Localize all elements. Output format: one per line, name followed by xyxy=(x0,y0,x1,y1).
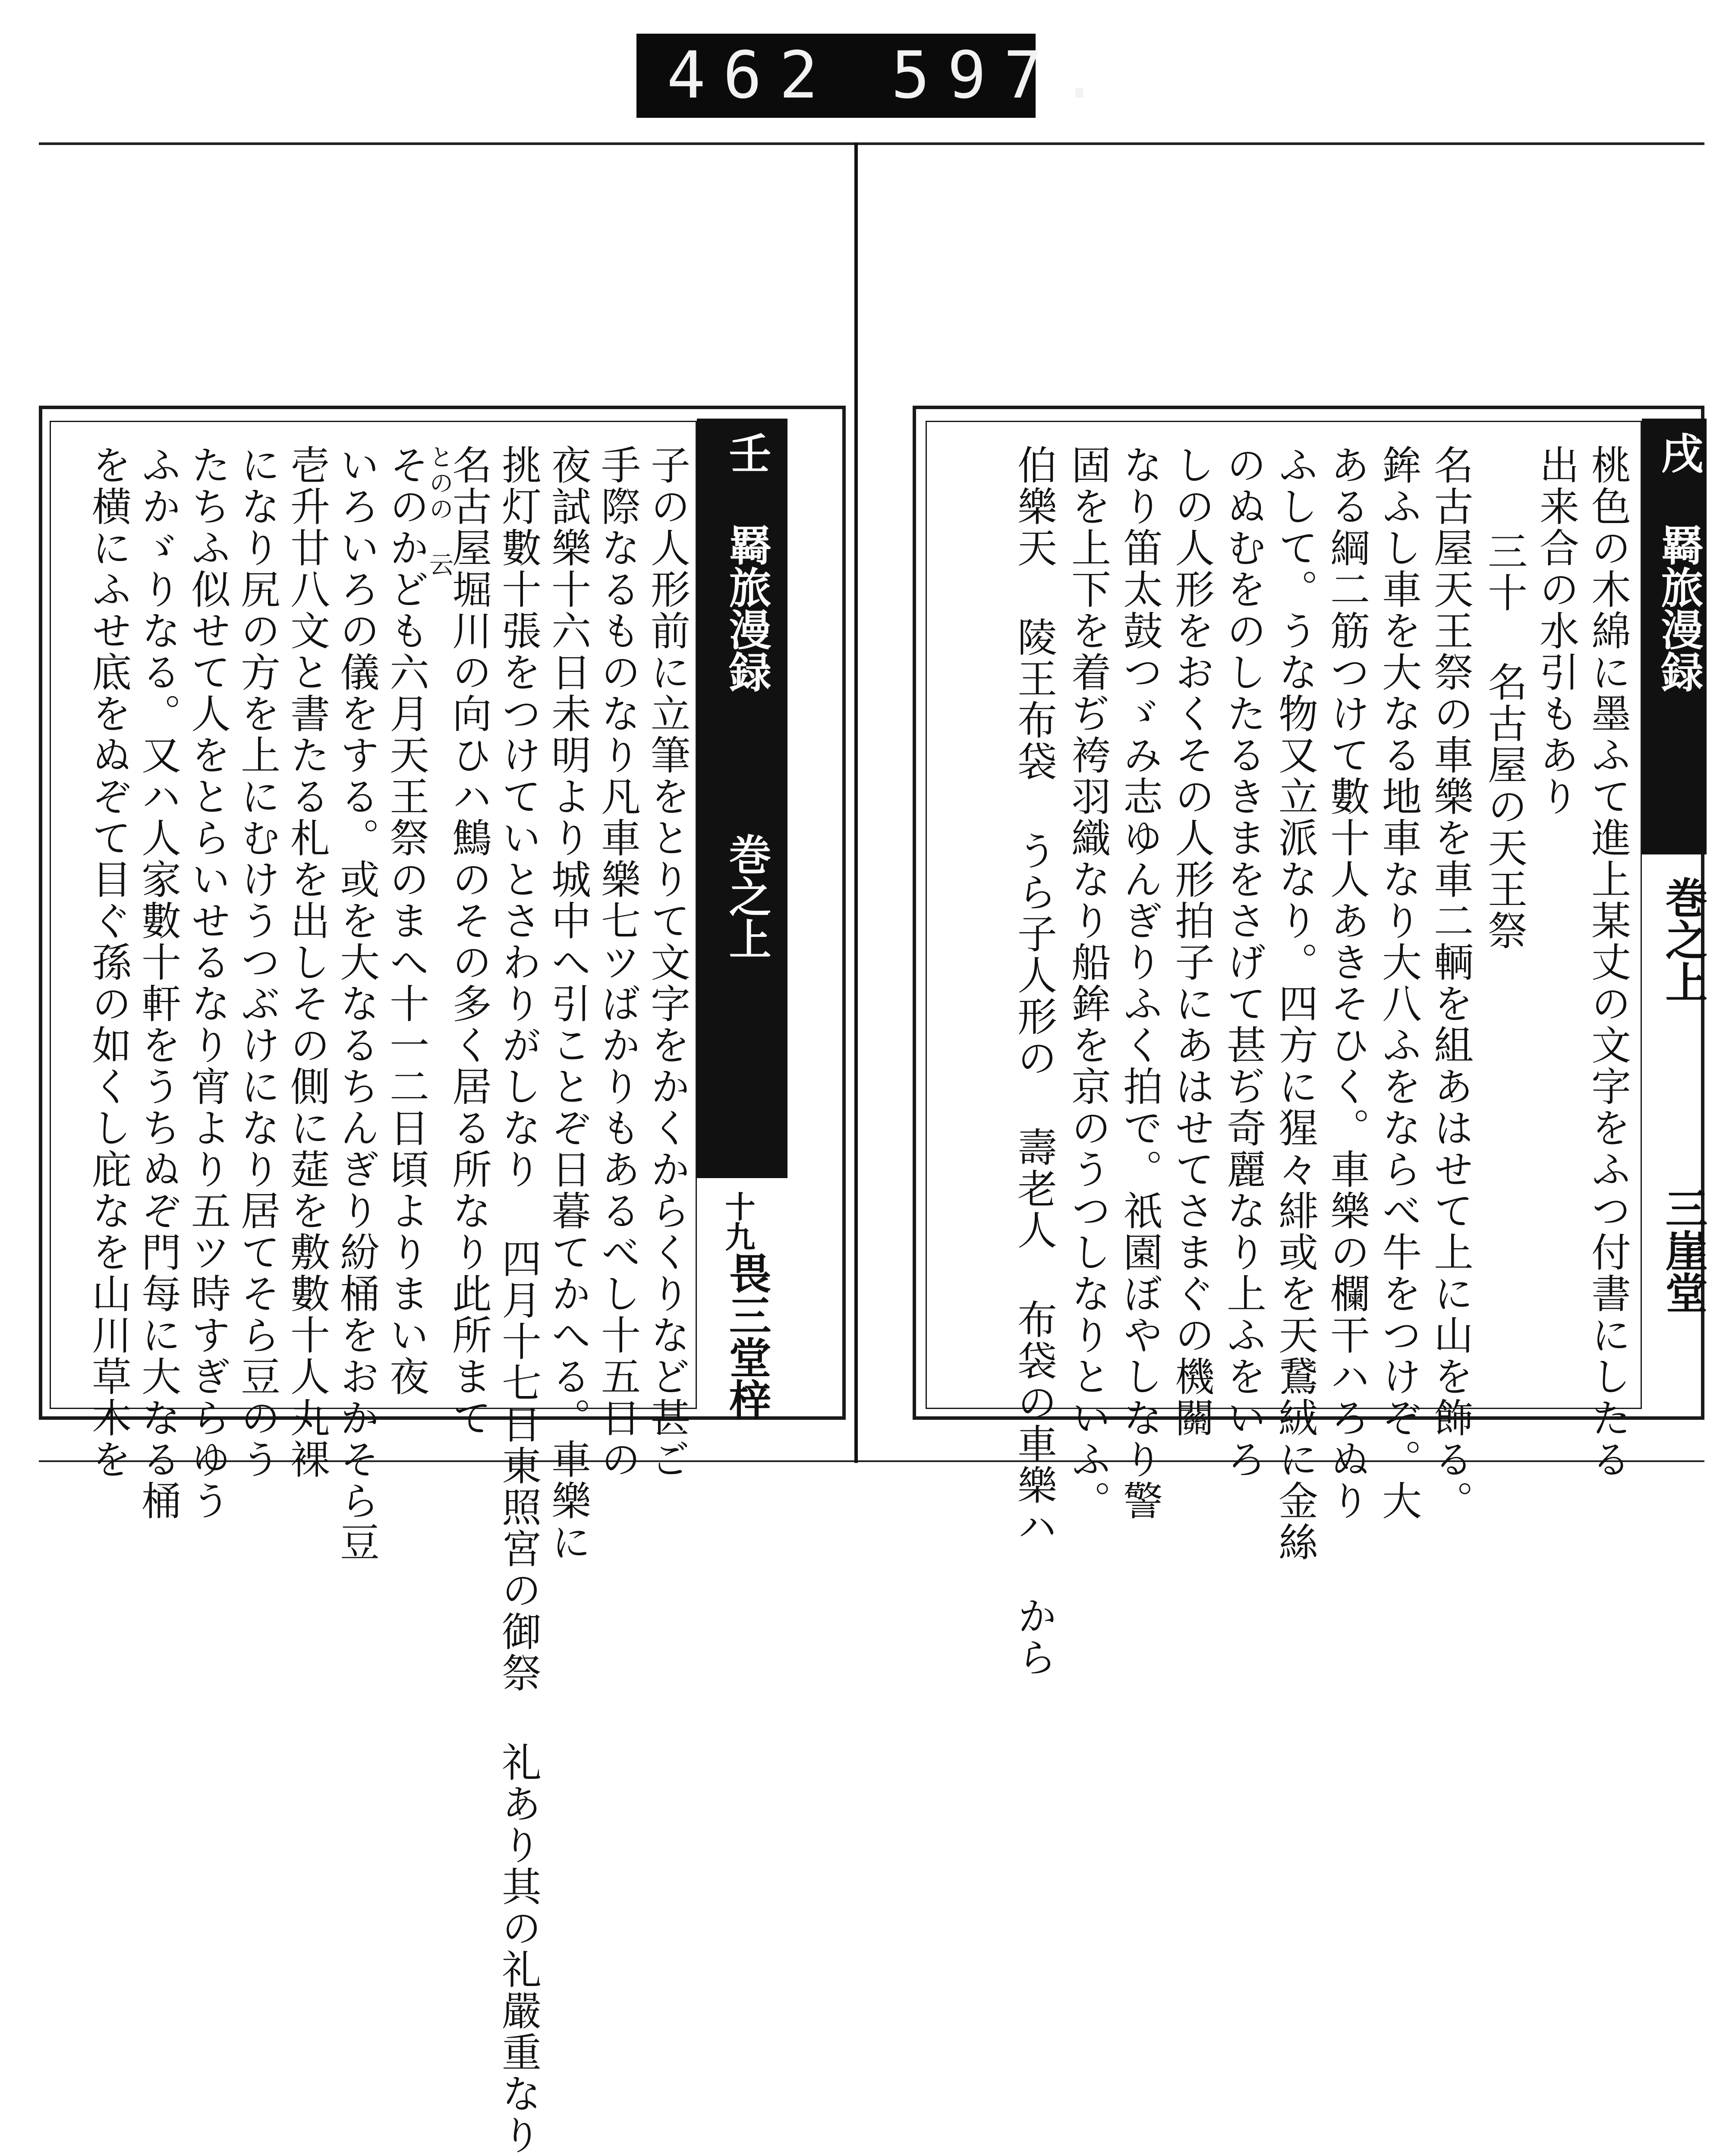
right-text-line: ふして。うな物又立派なり。四方に猩々緋或を天鵞絨に金絲 xyxy=(1272,444,1318,1563)
right-text-line: 桃色の木綿に墨ふて進上某丈の文字をふつ付書にしたる xyxy=(1585,444,1631,1480)
left-text-line: ふかゞりなる。又ハ人家數十軒をうちぬぞ門每に大なる桶 xyxy=(135,444,181,1522)
right-text-line: 固を上下を着ぢ袴羽織なり船鉾を京のうつしなりといふ。 xyxy=(1065,444,1111,1522)
right-text-line: しの人形をおくその人形拍子にあはせてさまぐの機關 xyxy=(1169,444,1215,1439)
left-text-line: 壱升廿八文と書たる札を出しその側に莚を敷數十人丸裸 xyxy=(284,444,330,1480)
right-text-line: なり笛太鼓つゞみ志ゆんぎりふく拍で。祇園ぼやしなり警 xyxy=(1117,444,1163,1522)
left-text-line: たちふ似せて人をとらいせるなり宵より五ツ時すぎらゆう xyxy=(185,444,231,1522)
left-text-line: 名古屋堀川の向ひハ鷦のその多く居る所なり此所まて xyxy=(446,444,492,1439)
reference-label xyxy=(636,34,1116,118)
right-section-heading: 三十 名古屋の天王祭 xyxy=(1481,531,1528,952)
page-spine xyxy=(854,142,858,1463)
label-left-number: 462 xyxy=(667,38,835,113)
right-text-line: 鉾ふし車を大なる地車なり大八ふをならべ牛をつけぞ。大 xyxy=(1376,444,1422,1522)
left-text-line: を横にふせ底をぬぞて目ぐ孫の如くし庇なを山川草木を xyxy=(85,444,132,1480)
left-text-line: とのの 云 xyxy=(425,444,454,578)
right-text-line: 伯樂天 陵王布袋 うら子人形の 壽老人 布袋の車樂ハ から xyxy=(1011,444,1057,1678)
right-text-line: 出来合の水引もあり xyxy=(1533,444,1579,817)
open-book xyxy=(39,142,1708,2156)
label-right-number: 597. xyxy=(891,38,1116,113)
right-text-line: のぬむをのしたるきまをさげて甚ぢ奇麗なり上ふをいろ xyxy=(1220,444,1266,1480)
left-margin-volume: 巻之上 xyxy=(722,833,772,960)
left-text-line: 手際なるものなり凡車樂七ツばかりもあるべし十五日の xyxy=(595,444,641,1480)
left-text-line: 夜試樂十六日未明より城中へ引ことぞ日暮てかへる。車樂に xyxy=(545,444,591,1563)
left-margin-publisher: 畏三堂梓 xyxy=(722,1251,772,1421)
right-margin-volume: 巻之上 xyxy=(1658,876,1708,1003)
left-text-line: いろいろの儀をする。或を大なるちんぎり紛桶をおかそら豆 xyxy=(334,444,380,1563)
right-text-line: ある綱二筋つけて數十人あきそひく。車樂の欄干ハろぬり xyxy=(1324,444,1370,1522)
left-margin-page: 十九 xyxy=(720,1191,756,1251)
left-text-line: 子の人形前に立筆をとりて文字をかくからくりなど甚ご xyxy=(644,444,690,1480)
left-text-line: そのかども六月天王祭のまへ十一二日頃よりまい夜 xyxy=(383,444,429,1397)
right-margin-title: 戌 羇旅漫録 xyxy=(1654,432,1704,693)
right-margin-publisher: 三崖堂 xyxy=(1658,1187,1708,1314)
left-margin-title: 壬 羇旅漫録 xyxy=(722,432,772,693)
left-text-line: になり尻の方を上にむけうつぶけになり居てそら豆のう xyxy=(234,444,280,1480)
right-text-line: 名古屋天王祭の車樂を車二輌を組あはせて上に山を飾る。 xyxy=(1427,444,1474,1522)
left-text-line: 挑灯數十張をつけていとさわりがしなり 四月十七日東照宮の御祭 礼あり其の礼嚴重なり xyxy=(495,444,542,2156)
